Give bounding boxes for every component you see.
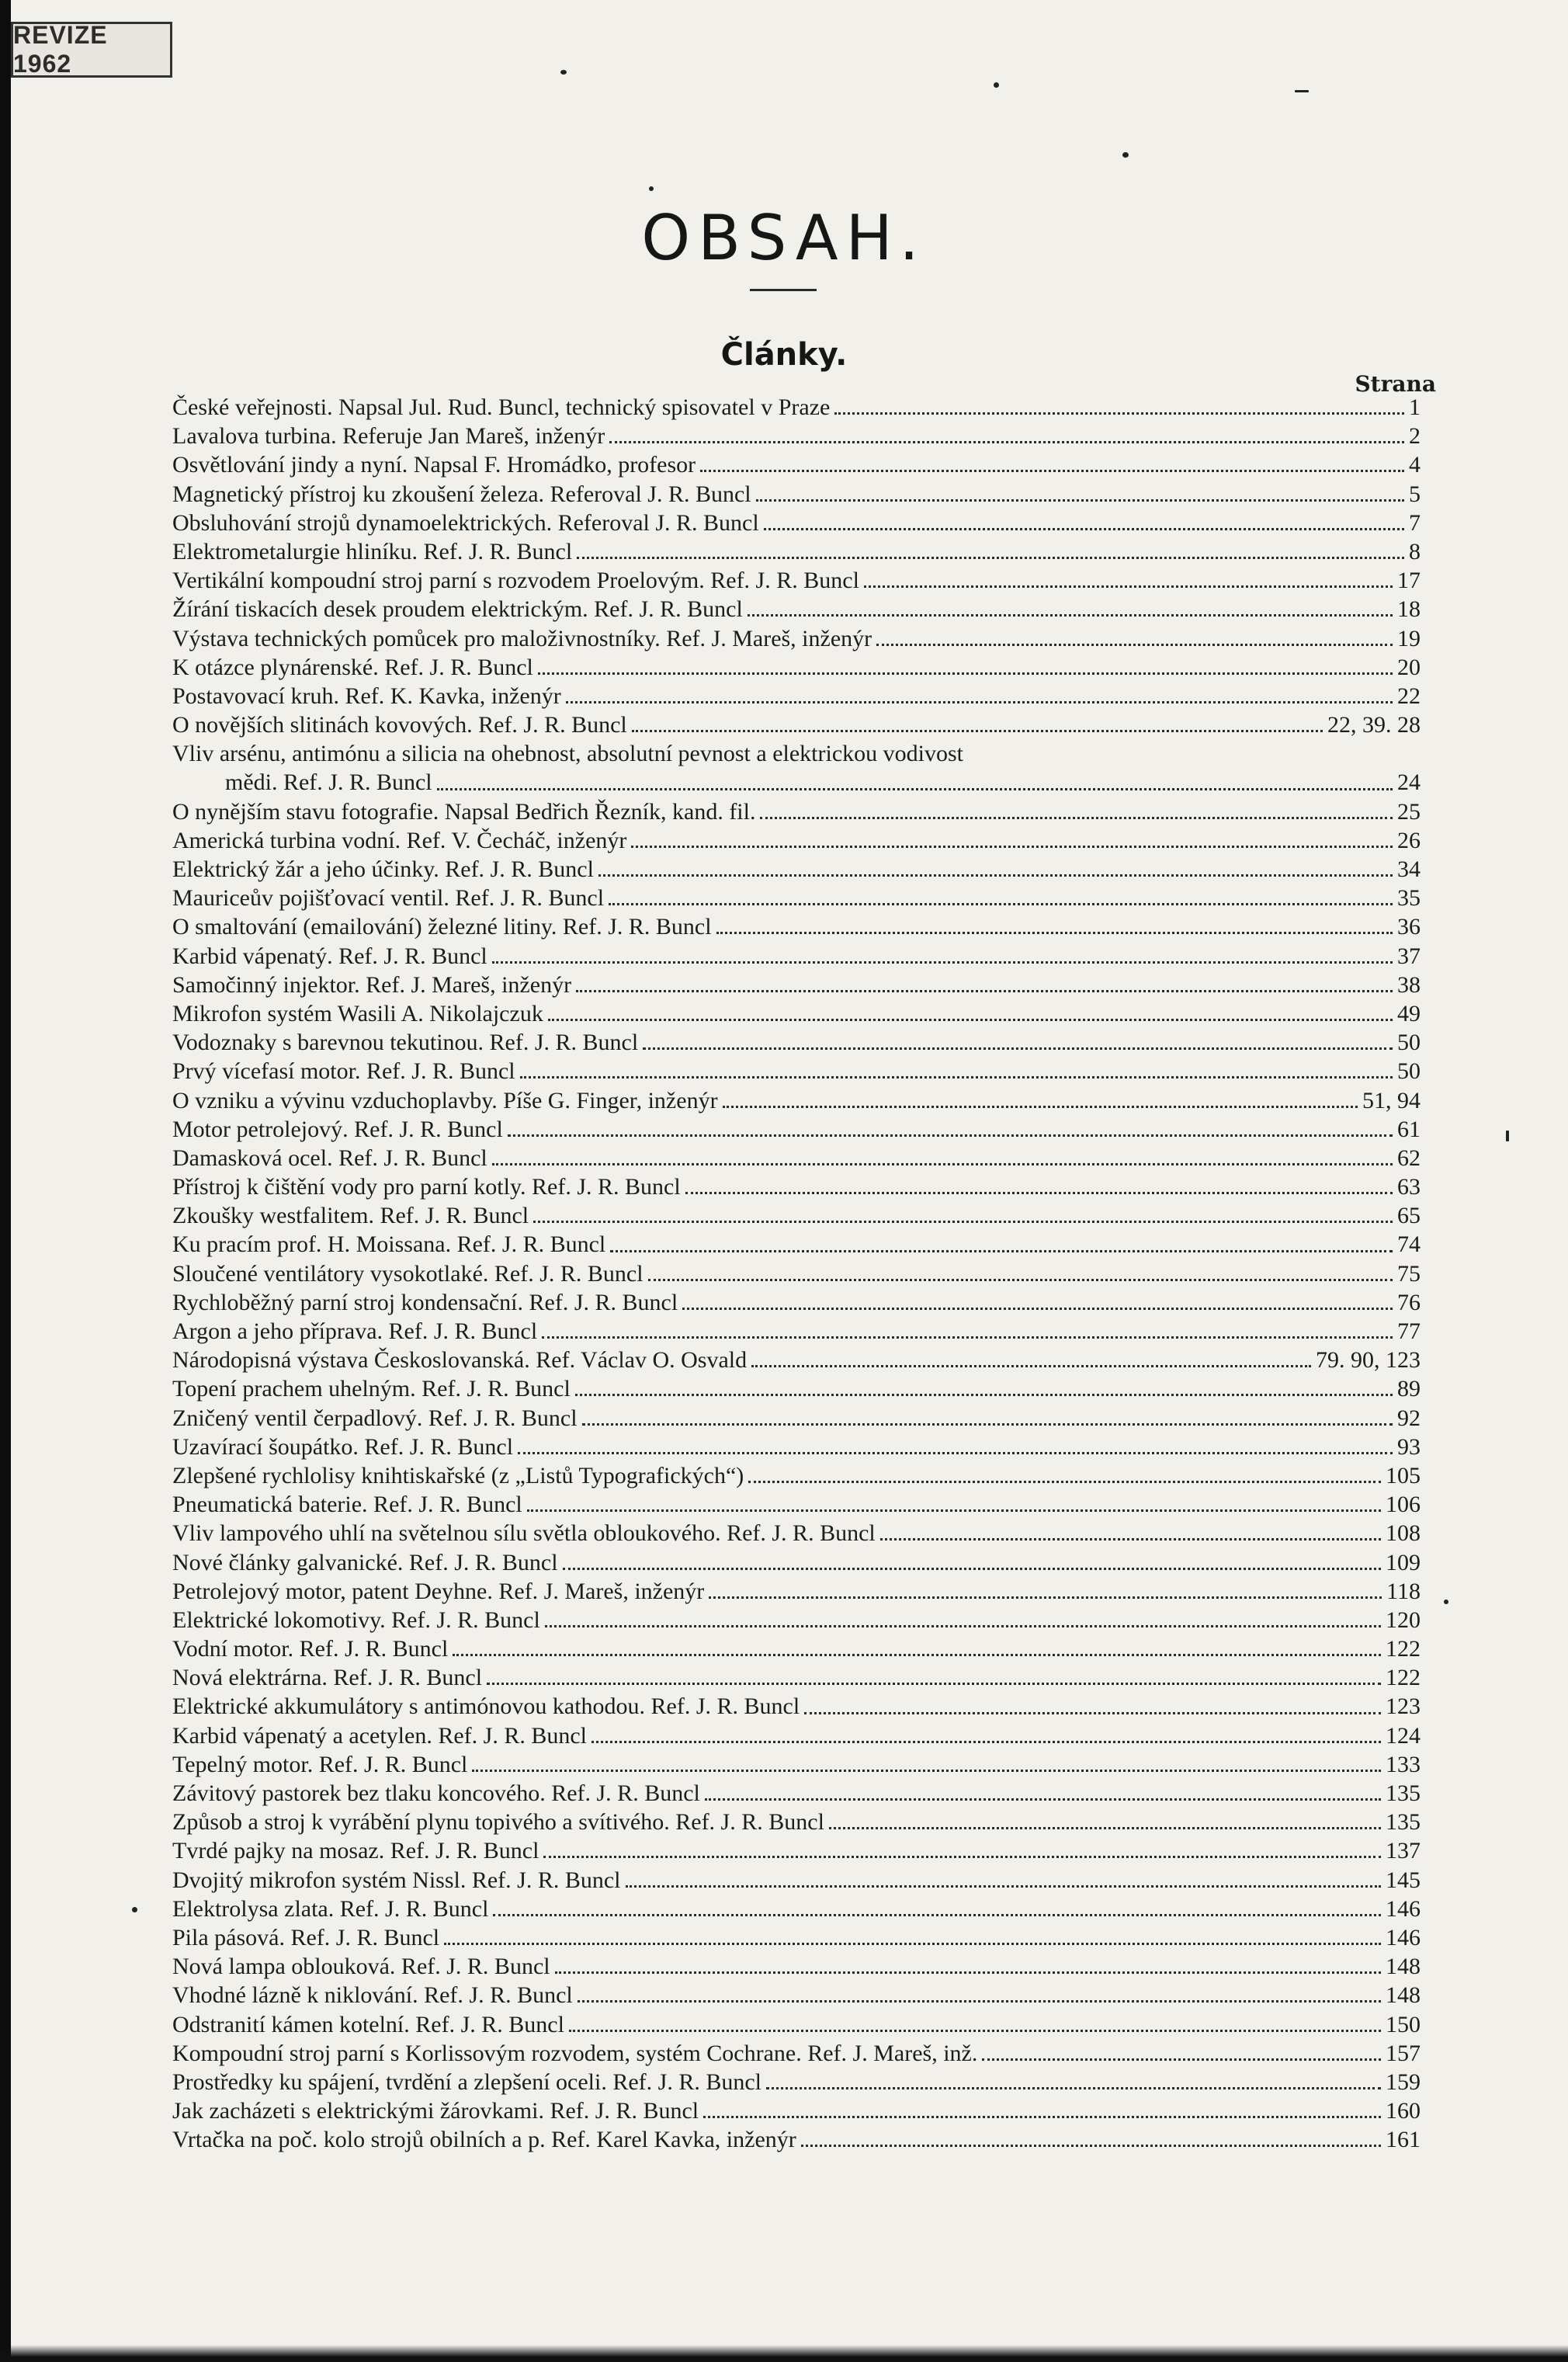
toc-leader-dots — [766, 2087, 1381, 2089]
toc-entry-title: Pila pásová. Ref. J. R. Buncl — [172, 1924, 440, 1950]
toc-entry-title: Nová lampa oblouková. Ref. J. R. Buncl — [172, 1954, 550, 1980]
toc-leader-dots — [582, 1423, 1393, 1426]
toc-entry-page: 146 — [1386, 1895, 1421, 1922]
toc-entry-title: Magnetický přístroj ku zkoušení železa. Referoval J. R. Buncl — [172, 481, 751, 507]
toc-entry-page: 22 — [1397, 683, 1421, 709]
title-divider — [750, 289, 817, 291]
toc-entry-page: 4 — [1409, 452, 1421, 478]
toc-entry-title: Elektrický žár a jeho účinky. Ref. J. R. Buncl — [172, 856, 594, 882]
toc-entry-page: 157 — [1386, 2040, 1421, 2066]
toc-entry — [172, 2125, 1421, 2154]
toc-leader-dots — [578, 2000, 1381, 2002]
toc-leader-dots — [487, 1683, 1381, 1685]
toc-entry-title: mědi. Ref. J. R. Buncl — [225, 769, 432, 796]
toc-entry-title: Mikrofon systém Wasili A. Nikolajczuk — [172, 1000, 543, 1026]
toc-leader-dots — [876, 644, 1393, 646]
toc-entry-page: 38 — [1397, 971, 1421, 998]
toc-entry-title: Obsluhování strojů dynamoelektrických. Referoval J. R. Buncl — [172, 509, 759, 536]
toc-entry-title: Zničený ventil čerpadlový. Ref. J. R. Buncl — [172, 1405, 578, 1431]
toc-entry-page: 145 — [1386, 1867, 1421, 1893]
toc-leader-dots — [756, 499, 1404, 502]
toc-leader-dots — [542, 1336, 1393, 1339]
toc-leader-dots — [520, 1076, 1393, 1079]
toc-entry — [172, 1172, 1421, 1201]
toc-entry-title: Vodní motor. Ref. J. R. Buncl — [172, 1636, 449, 1662]
toc-entry-title: Národopisná výstava Českoslovanská. Ref. Václav O. Osvald — [172, 1347, 748, 1374]
toc-entry-page: 133 — [1386, 1751, 1421, 1777]
toc-entry-title: Motor petrolejový. Ref. J. R. Buncl — [172, 1116, 503, 1142]
toc-entry-page: 76 — [1397, 1289, 1421, 1315]
toc-leader-dots — [563, 1568, 1381, 1570]
toc-entry-title: Samočinný injektor. Ref. J. Mareš, inženýr — [172, 971, 572, 998]
toc-entry — [172, 1317, 1421, 1346]
toc-entry-page: 135 — [1386, 1809, 1421, 1836]
toc-entry-page: 65 — [1397, 1203, 1421, 1229]
toc-entry — [172, 1346, 1421, 1374]
toc-entry — [172, 1115, 1421, 1144]
toc-entry-title: O nynějším stavu fotografie. Napsal Bedřich Řezník, kand. fil. — [172, 798, 756, 825]
toc-entry — [172, 971, 1421, 999]
toc-leader-dots — [518, 1452, 1393, 1454]
toc-entry-title: Jak zacházeti s elektrickými žárovkami. Ref. J. R. Buncl — [172, 2098, 699, 2124]
table-of-contents — [172, 393, 1421, 2154]
toc-entry-title: Karbid vápenatý a acetylen. Ref. J. R. Buncl — [172, 1722, 587, 1749]
toc-entry — [172, 2039, 1421, 2068]
toc-leader-dots — [493, 1914, 1381, 1916]
toc-entry-page: 161 — [1386, 2127, 1421, 2153]
toc-entry-page: 79. 90, 123 — [1316, 1347, 1421, 1374]
toc-entry-title: Elektrické akkumulátory s antimónovou kathodou. Ref. J. R. Buncl — [172, 1693, 800, 1720]
toc-entry — [172, 1404, 1421, 1433]
toc-entry — [172, 2010, 1421, 2039]
toc-entry-page: 63 — [1397, 1174, 1421, 1200]
toc-entry-page: 93 — [1397, 1433, 1421, 1460]
toc-entry-page: 150 — [1386, 2011, 1421, 2037]
revision-stamp: REVIZE 1962 — [11, 22, 172, 78]
toc-entry — [172, 999, 1421, 1028]
toc-entry-title: Mauriceův pojišťovací ventil. Ref. J. R. Buncl — [172, 885, 605, 912]
toc-leader-dots — [527, 1509, 1381, 1512]
toc-entry-page: 74 — [1397, 1231, 1421, 1258]
toc-entry-page: 146 — [1386, 1924, 1421, 1950]
toc-leader-dots — [682, 1308, 1393, 1310]
toc-entry-title: Vrtačka na poč. kolo strojů obilních a p. Ref. Karel Kavka, inženýr — [172, 2127, 796, 2153]
toc-leader-dots — [804, 1712, 1381, 1714]
toc-entry-title: Ku pracím prof. H. Moissana. Ref. J. R. Buncl — [172, 1231, 606, 1258]
scan-speck — [1122, 152, 1129, 158]
toc-leader-dots — [685, 1192, 1393, 1194]
toc-entry-title: Petrolejový motor, patent Deyhne. Ref. J. Mareš, inženýr — [172, 1578, 705, 1604]
toc-entry-page: 123 — [1386, 1693, 1421, 1720]
toc-entry — [172, 537, 1421, 566]
toc-entry — [172, 1374, 1421, 1403]
toc-leader-dots — [576, 990, 1393, 992]
toc-entry-title: Prvý vícefasí motor. Ref. J. R. Buncl — [172, 1058, 515, 1085]
toc-entry — [172, 1259, 1421, 1288]
toc-leader-dots — [453, 1654, 1381, 1656]
toc-leader-dots — [801, 2145, 1381, 2147]
toc-leader-dots — [834, 412, 1404, 415]
toc-entry — [172, 1230, 1421, 1259]
toc-entry — [172, 826, 1421, 855]
scan-speck — [649, 186, 654, 191]
toc-entry — [172, 1981, 1421, 2009]
toc-entry-page: 120 — [1386, 1607, 1421, 1633]
toc-entry-page: 135 — [1386, 1780, 1421, 1806]
toc-entry — [172, 422, 1421, 450]
toc-entry — [172, 1663, 1421, 1692]
toc-entry-page: 51, 94 — [1362, 1087, 1421, 1113]
toc-entry-page: 122 — [1386, 1636, 1421, 1662]
toc-entry-page: 2 — [1409, 423, 1421, 450]
toc-entry-page: 75 — [1397, 1260, 1421, 1287]
toc-entry-page: 25 — [1397, 798, 1421, 825]
scan-bottom-edge — [0, 2345, 1568, 2362]
toc-entry — [172, 1866, 1421, 1895]
toc-entry-page: 24 — [1397, 769, 1421, 796]
toc-entry — [172, 884, 1421, 912]
toc-entry-title: Postavovací kruh. Ref. K. Kavka, inženýr — [172, 683, 561, 709]
toc-entry-page: 92 — [1397, 1405, 1421, 1431]
scan-speck — [1506, 1131, 1509, 1141]
toc-leader-dots — [829, 1827, 1381, 1829]
toc-entry-title: Nová elektrárna. Ref. J. R. Buncl — [172, 1665, 483, 1691]
toc-entry-title: K otázce plynárenské. Ref. J. R. Buncl — [172, 654, 533, 680]
section-heading: Články. — [720, 337, 848, 373]
toc-entry-title: Nové články galvanické. Ref. J. R. Buncl — [172, 1549, 558, 1575]
toc-entry-page: 77 — [1397, 1318, 1421, 1344]
toc-entry — [172, 739, 1421, 768]
toc-entry — [172, 1028, 1421, 1057]
toc-entry — [172, 1519, 1421, 1547]
toc-leader-dots — [748, 614, 1393, 617]
toc-entry-page: 62 — [1397, 1145, 1421, 1171]
toc-entry-title: Žírání tiskacích desek proudem elektrickým. Ref. J. R. Buncl — [172, 596, 743, 623]
toc-entry-page: 22, 39. 28 — [1327, 712, 1421, 738]
toc-leader-dots — [626, 1885, 1382, 1888]
toc-leader-dots — [569, 2030, 1381, 2032]
toc-entry — [172, 2096, 1421, 2125]
toc-entry-page: 108 — [1386, 1520, 1421, 1547]
toc-leader-dots — [751, 1365, 1311, 1367]
toc-leader-dots — [723, 1106, 1358, 1108]
toc-entry-title: Elektrolysa zlata. Ref. J. R. Buncl — [172, 1895, 489, 1922]
toc-entry-title: Topení prachem uhelným. Ref. J. R. Buncl — [172, 1376, 571, 1402]
toc-entry — [172, 595, 1421, 623]
toc-entry — [172, 1548, 1421, 1577]
toc-entry — [172, 450, 1421, 479]
toc-entry — [172, 768, 1421, 797]
toc-leader-dots — [538, 672, 1393, 675]
toc-entry — [172, 1577, 1421, 1606]
toc-entry-page: 34 — [1397, 856, 1421, 882]
toc-entry-title: Damasková ocel. Ref. J. R. Buncl — [172, 1145, 487, 1171]
toc-entry — [172, 393, 1421, 422]
toc-leader-dots — [760, 817, 1393, 819]
toc-leader-dots — [748, 1481, 1381, 1483]
toc-entry — [172, 1692, 1421, 1721]
toc-entry — [172, 1433, 1421, 1461]
toc-entry-title: Rychloběžný parní stroj kondensační. Ref. J. R. Buncl — [172, 1289, 678, 1315]
scan-speck — [994, 82, 999, 88]
toc-leader-dots — [575, 1394, 1393, 1396]
toc-entry-page: 1 — [1409, 394, 1421, 420]
toc-entry-page: 35 — [1397, 885, 1421, 912]
toc-entry-title: Lavalova turbina. Referuje Jan Mareš, inženýr — [172, 423, 605, 450]
toc-entry-page: 159 — [1386, 2068, 1421, 2095]
toc-entry-page: 137 — [1386, 1838, 1421, 1864]
toc-entry-page: 148 — [1386, 1954, 1421, 1980]
toc-entry-title: Kompoudní stroj parní s Korlissovým rozvodem, systém Cochrane. Ref. J. Mareš, inž. — [172, 2040, 978, 2066]
page-title: OBSAH. — [641, 202, 927, 274]
toc-leader-dots — [643, 1047, 1393, 1050]
toc-entry-page: 118 — [1386, 1578, 1421, 1604]
toc-entry-title: Vliv lampového uhlí na světelnou sílu světla obloukového. Ref. J. R. Buncl — [172, 1520, 876, 1547]
toc-entry-title: Tvrdé pajky na mosaz. Ref. J. R. Buncl — [172, 1838, 539, 1864]
toc-entry — [172, 566, 1421, 595]
toc-entry — [172, 682, 1421, 710]
toc-entry-title: Americká turbina vodní. Ref. V. Čecháč, inženýr — [172, 827, 627, 853]
toc-entry-title: Vertikální kompoudní stroj parní s rozvodem Proelovým. Ref. J. R. Buncl — [172, 568, 859, 594]
toc-leader-dots — [545, 1625, 1381, 1627]
toc-leader-dots — [610, 1250, 1393, 1252]
toc-entry — [172, 1606, 1421, 1634]
toc-entry-page: 160 — [1386, 2098, 1421, 2124]
toc-entry-page: 37 — [1397, 943, 1421, 969]
toc-leader-dots — [609, 441, 1404, 443]
toc-entry-title: Elektrické lokomotivy. Ref. J. R. Buncl — [172, 1607, 540, 1633]
toc-entry-page: 105 — [1386, 1462, 1421, 1488]
toc-entry — [172, 480, 1421, 509]
toc-entry-page: 18 — [1397, 596, 1421, 623]
toc-leader-dots — [577, 557, 1404, 559]
toc-leader-dots — [864, 585, 1393, 588]
toc-leader-dots — [880, 1538, 1381, 1541]
toc-entry-title: Prostředky ku spájení, tvrdění a zlepšení oceli. Ref. J. R. Buncl — [172, 2068, 762, 2095]
toc-leader-dots — [716, 932, 1393, 934]
toc-entry — [172, 1461, 1421, 1490]
toc-entry — [172, 797, 1421, 826]
toc-entry-page: 122 — [1386, 1665, 1421, 1691]
toc-entry-title: Výstava technických pomůcek pro maloživnostníky. Ref. J. Mareš, inženýr — [172, 625, 872, 651]
toc-entry-page: 26 — [1397, 827, 1421, 853]
toc-entry-title: O novějších slitinách kovových. Ref. J. R. Buncl — [172, 712, 627, 738]
toc-entry-page: 148 — [1386, 1982, 1421, 2009]
toc-entry-page: 49 — [1397, 1000, 1421, 1026]
toc-leader-dots — [543, 1856, 1381, 1858]
toc-entry-page: 61 — [1397, 1116, 1421, 1142]
toc-entry-page: 50 — [1397, 1030, 1421, 1056]
toc-entry-title: Vhodné lázně k niklování. Ref. J. R. Buncl — [172, 1982, 573, 2009]
toc-leader-dots — [591, 1741, 1381, 1743]
scan-speck — [560, 70, 567, 75]
toc-entry — [172, 1721, 1421, 1750]
toc-entry — [172, 1895, 1421, 1923]
toc-entry-title: Odstranití kámen kotelní. Ref. J. R. Buncl — [172, 2011, 564, 2037]
scan-speck — [1295, 90, 1309, 92]
toc-leader-dots — [648, 1279, 1393, 1281]
toc-entry — [172, 1144, 1421, 1172]
page-column-label: Strana — [1355, 371, 1436, 397]
toc-entry-title: Způsob a stroj k vyrábění plynu topivého a svítivého. Ref. J. R. Buncl — [172, 1809, 824, 1836]
toc-entry-title: O vzniku a vývinu vzduchoplavby. Píše G. Finger, inženýr — [172, 1087, 718, 1113]
toc-entry-title: Zlepšené rychlolisy knihtiskařské (z „Listů Typografických“) — [172, 1462, 744, 1488]
toc-entry-title: Závitový pastorek bez tlaku koncového. Ref. J. R. Buncl — [172, 1780, 700, 1806]
scan-speck — [132, 1907, 137, 1912]
toc-entry — [172, 1634, 1421, 1663]
toc-entry — [172, 653, 1421, 682]
toc-leader-dots — [709, 1596, 1382, 1599]
toc-entry-page: 5 — [1409, 481, 1421, 507]
toc-leader-dots — [444, 1943, 1381, 1945]
toc-entry-title: Přístroj k čištění vody pro parní kotly. Ref. J. R. Buncl — [172, 1174, 681, 1200]
toc-entry — [172, 912, 1421, 941]
toc-entry-title: Argon a jeho příprava. Ref. J. R. Buncl — [172, 1318, 538, 1344]
toc-leader-dots — [548, 1019, 1393, 1021]
toc-entry — [172, 1057, 1421, 1085]
toc-entry-title: Sloučené ventilátory vysokotlaké. Ref. J. R. Buncl — [172, 1260, 644, 1287]
toc-leader-dots — [632, 730, 1323, 732]
toc-entry-title: Tepelný motor. Ref. J. R. Buncl — [172, 1751, 468, 1777]
toc-leader-dots — [700, 470, 1404, 472]
toc-leader-dots — [533, 1221, 1393, 1223]
toc-entry — [172, 855, 1421, 884]
toc-leader-dots — [555, 1971, 1381, 1974]
toc-entry-title: České veřejnosti. Napsal Jul. Rud. Buncl, technický spisovatel v Praze — [172, 394, 831, 420]
toc-entry — [172, 2068, 1421, 2096]
toc-entry-title: Vodoznaky s barevnou tekutinou. Ref. J. R. Buncl — [172, 1030, 639, 1056]
toc-leader-dots — [508, 1134, 1393, 1137]
toc-entry — [172, 1490, 1421, 1519]
toc-entry-title: Pneumatická baterie. Ref. J. R. Buncl — [172, 1492, 522, 1518]
toc-leader-dots — [705, 1798, 1381, 1801]
toc-leader-dots — [631, 846, 1393, 848]
toc-leader-dots — [437, 788, 1393, 790]
toc-entry-page: 106 — [1386, 1492, 1421, 1518]
toc-leader-dots — [492, 961, 1393, 964]
toc-leader-dots — [492, 1163, 1393, 1165]
toc-entry-page: 50 — [1397, 1058, 1421, 1085]
toc-entry-title: Osvětlování jindy a nyní. Napsal F. Hromádko, profesor — [172, 452, 696, 478]
toc-leader-dots — [703, 2116, 1381, 2118]
toc-entry — [172, 1779, 1421, 1808]
toc-entry-page: 89 — [1397, 1376, 1421, 1402]
toc-entry-page: 8 — [1409, 538, 1421, 564]
toc-entry-page: 17 — [1397, 568, 1421, 594]
toc-entry — [172, 1086, 1421, 1115]
toc-entry-title: Karbid vápenatý. Ref. J. R. Buncl — [172, 943, 487, 969]
toc-entry-page: 109 — [1386, 1549, 1421, 1575]
toc-entry-page: 19 — [1397, 625, 1421, 651]
toc-entry-title: Zkoušky westfalitem. Ref. J. R. Buncl — [172, 1203, 529, 1229]
toc-leader-dots — [609, 903, 1393, 905]
toc-entry — [172, 624, 1421, 653]
toc-entry — [172, 1750, 1421, 1779]
toc-entry-title: O smaltování (emailování) železné litiny. Ref. J. R. Buncl — [172, 914, 712, 940]
toc-entry-title: Elektrometalurgie hliníku. Ref. J. R. Buncl — [172, 538, 573, 564]
toc-entry — [172, 1923, 1421, 1952]
toc-entry — [172, 1201, 1421, 1230]
toc-entry-page: 7 — [1409, 509, 1421, 536]
toc-entry-page: 36 — [1397, 914, 1421, 940]
toc-leader-dots — [982, 2058, 1381, 2061]
toc-entry-page: 20 — [1397, 654, 1421, 680]
toc-entry-title: Vliv arsénu, antimónu a silicia na ohebnost, absolutní pevnost a elektrickou vodivost — [172, 741, 963, 767]
toc-entry-title: Dvojitý mikrofon systém Nissl. Ref. J. R. Buncl — [172, 1867, 621, 1893]
toc-entry — [172, 1808, 1421, 1836]
toc-entry-title: Uzavírací šoupátko. Ref. J. R. Buncl — [172, 1433, 514, 1460]
toc-leader-dots — [764, 528, 1404, 530]
toc-entry — [172, 1288, 1421, 1317]
toc-entry — [172, 1952, 1421, 1981]
toc-entry-page: 124 — [1386, 1722, 1421, 1749]
toc-leader-dots — [566, 701, 1393, 703]
toc-entry — [172, 509, 1421, 537]
toc-leader-dots — [598, 874, 1393, 877]
toc-entry — [172, 942, 1421, 971]
scan-speck — [1444, 1600, 1448, 1604]
toc-leader-dots — [472, 1770, 1381, 1772]
toc-entry — [172, 710, 1421, 739]
toc-entry — [172, 1836, 1421, 1865]
